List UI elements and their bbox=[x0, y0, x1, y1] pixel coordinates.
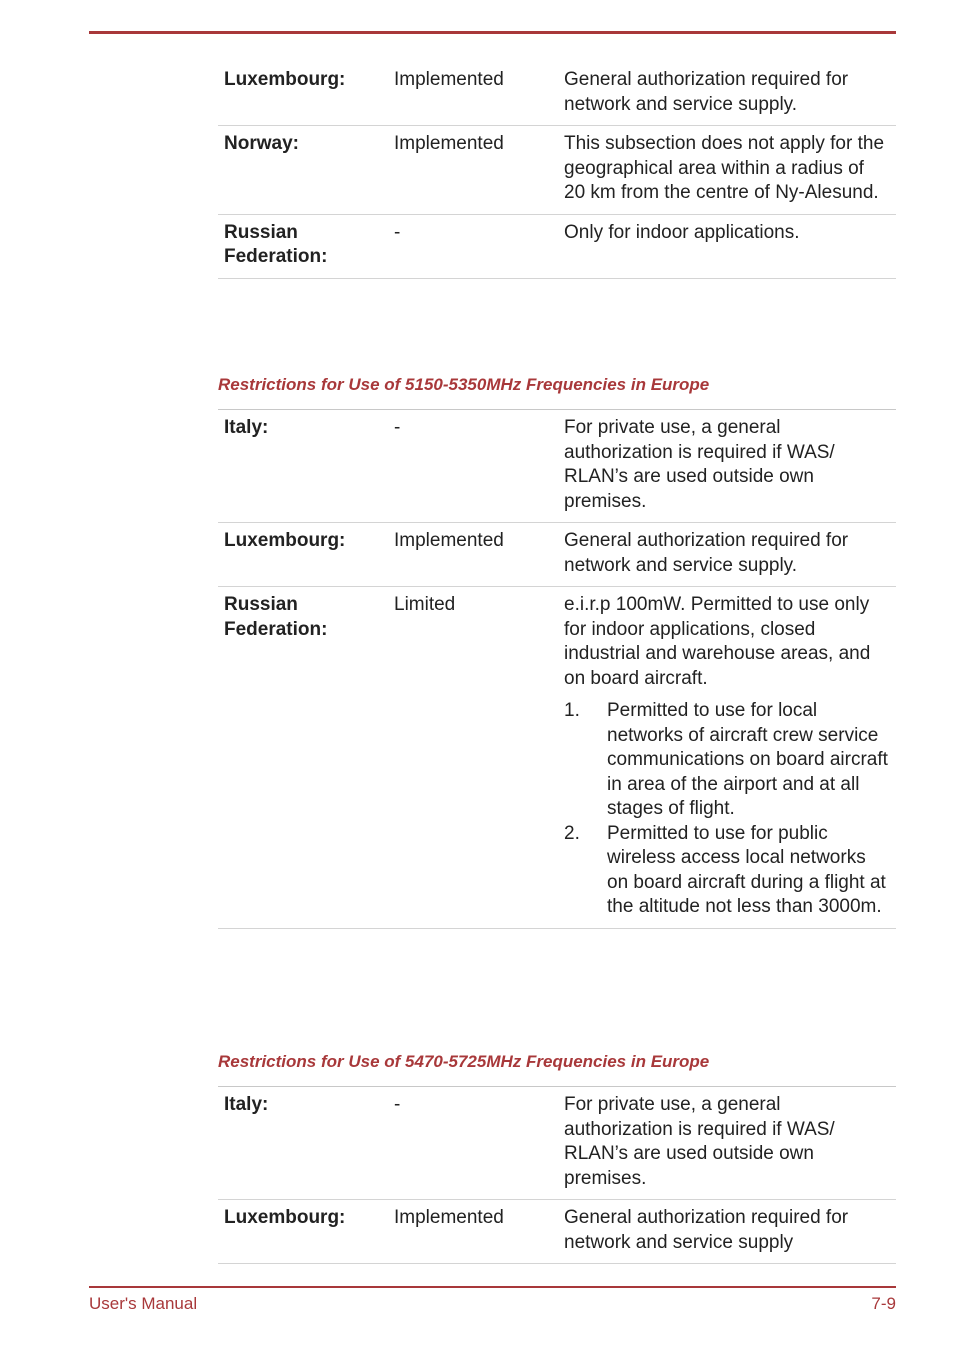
numbered-list bbox=[564, 699, 890, 920]
status-cell: - bbox=[388, 214, 558, 278]
restrictions-table-5150 bbox=[218, 409, 896, 929]
status-cell: - bbox=[388, 410, 558, 523]
list-text: Permitted to use for public wireless access local networks on board aircraft during a flight at the altitude not less than 3000m. bbox=[607, 822, 886, 917]
country-cell: Italy: bbox=[218, 1087, 388, 1200]
footer-page-number: 7-9 bbox=[871, 1294, 896, 1313]
continued-table-section bbox=[218, 62, 896, 279]
status-cell: Implemented bbox=[388, 126, 558, 215]
section-5150-5350 bbox=[218, 375, 896, 929]
description-cell bbox=[558, 587, 896, 929]
footer-manual-title: User's Manual bbox=[89, 1294, 198, 1313]
table-row bbox=[218, 1200, 896, 1264]
description-cell: For private use, a general authorization is required if WAS/ RLAN’s are used outside own premises. bbox=[558, 410, 896, 523]
list-number: 1. bbox=[564, 700, 580, 721]
table-row bbox=[218, 126, 896, 215]
footer-rule bbox=[89, 1286, 896, 1288]
restrictions-table-5470 bbox=[218, 1086, 896, 1264]
table-row bbox=[218, 587, 896, 929]
country-cell: Luxembourg: bbox=[218, 523, 388, 587]
table-row bbox=[218, 62, 896, 126]
country-cell: Luxembourg: bbox=[218, 1200, 388, 1264]
country-cell: Luxembourg: bbox=[218, 62, 388, 126]
list-number: 2. bbox=[564, 822, 580, 844]
status-cell: Implemented bbox=[388, 62, 558, 126]
continued-restrictions-table bbox=[218, 62, 896, 279]
country-cell: Norway: bbox=[218, 126, 388, 215]
country-cell: Italy: bbox=[218, 410, 388, 523]
status-cell: - bbox=[388, 1087, 558, 1200]
description-text: e.i.r.p 100mW. Permitted to use only for indoor applications, closed industrial and warehouse areas, and on board aircraft. bbox=[564, 594, 871, 689]
description-cell: General authorization required for network and service supply. bbox=[558, 62, 896, 126]
table-row bbox=[218, 523, 896, 587]
description-cell: Only for indoor applications. bbox=[558, 214, 896, 278]
table-row bbox=[218, 214, 896, 278]
country-cell: Russian Federation: bbox=[218, 214, 388, 278]
description-cell: This subsection does not apply for the geographical area within a radius of 20 km from the centre of Ny-Alesund. bbox=[558, 126, 896, 215]
status-cell: Implemented bbox=[388, 1200, 558, 1264]
country-cell: Russian Federation: bbox=[218, 587, 388, 929]
section-heading: Restrictions for Use of 5150-5350MHz Frequencies in Europe bbox=[218, 375, 710, 394]
description-cell: General authorization required for network and service supply. bbox=[558, 523, 896, 587]
status-cell: Implemented bbox=[388, 523, 558, 587]
list-text: Permitted to use for local networks of aircraft crew service communications on board aircraft in area of the airport and at all stages of flight. bbox=[607, 700, 888, 819]
status-cell: Limited bbox=[388, 587, 558, 929]
description-cell: General authorization required for network and service supply bbox=[558, 1200, 896, 1264]
header-rule bbox=[89, 31, 896, 34]
list-item bbox=[564, 699, 890, 822]
table-row bbox=[218, 1087, 896, 1200]
section-heading: Restrictions for Use of 5470-5725MHz Frequencies in Europe bbox=[218, 1052, 710, 1071]
table-row bbox=[218, 410, 896, 523]
list-item bbox=[564, 822, 890, 920]
description-cell: For private use, a general authorization is required if WAS/ RLAN’s are used outside own premises. bbox=[558, 1087, 896, 1200]
section-5470-5725 bbox=[218, 1052, 896, 1264]
